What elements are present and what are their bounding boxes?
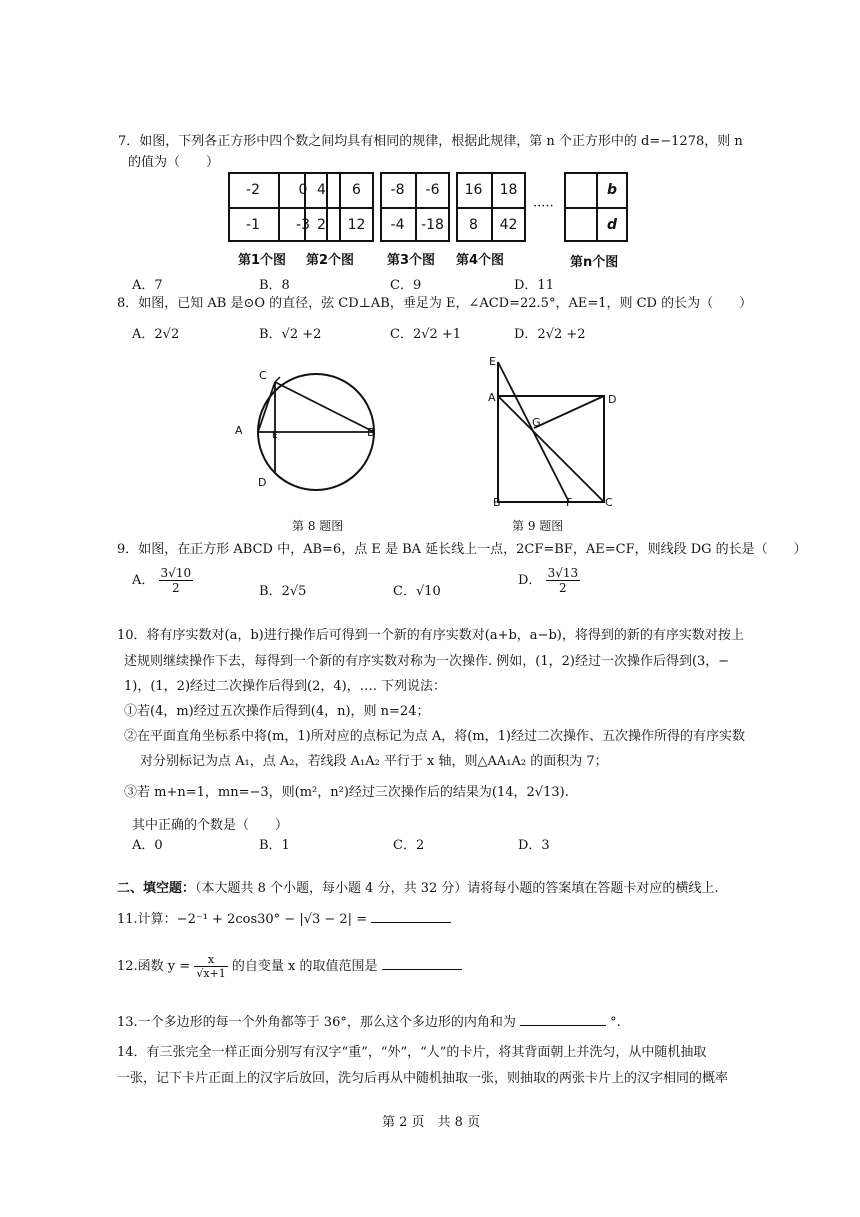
q9-option-c-value: √10: [415, 584, 441, 599]
q9-option-d-fraction: [546, 566, 581, 595]
q7-sq3-c: -4: [390, 216, 405, 233]
q8-option-d: D．2√2 +2: [514, 327, 586, 342]
q9-label-d: D: [608, 393, 617, 406]
q10-line2: 述规则继续操作下去，每得到一个新的有序实数对称为一次操作. 例如，(1，2)经过一次操作后得到(3，−: [124, 654, 730, 669]
q9-option-b-letter: B．: [259, 584, 282, 599]
q8-option-b: B．√2 +2: [259, 327, 322, 342]
q7-option-c: C．9: [390, 278, 422, 293]
q7-sq3-d: -18: [421, 216, 444, 233]
q7-sq4-d: 42: [499, 216, 518, 233]
q13-answer-blank[interactable]: [520, 1011, 606, 1026]
q8-caption: 第 8 题图: [292, 519, 344, 533]
q7-square-4: [456, 172, 526, 242]
q7-sq4-a: 16: [464, 181, 483, 198]
q8-option-a: A．2√2: [132, 327, 180, 342]
q8-label-e: E: [272, 431, 278, 441]
q7-sqn-c: [564, 207, 596, 242]
q11-answer-blank[interactable]: [371, 908, 451, 923]
q9-stem: 9．如图，在正方形 ABCD 中，AB=6，点 E 是 BA 延长线上一点，2CF=BF，AE=CF，则线段 DG 的长是（ ）: [117, 542, 807, 557]
q7-sq3-b: -6: [425, 181, 440, 198]
q7-ellipsis: ·····: [533, 199, 554, 214]
q9-option-d-num: 3√13: [547, 566, 579, 580]
q7-sqn-d: d: [606, 216, 618, 233]
q7-square-2: [304, 172, 374, 242]
q10-line1: 10．将有序实数对(a，b)进行操作后可得到一个新的有序实数对(a+b，a−b)，将得到的新的有序实数对按上: [117, 628, 744, 643]
q10-ask: 其中正确的个数是（ ）: [132, 818, 289, 833]
q10-statement-1: ①若(4，m)经过五次操作后得到(4，n)，则 n=24；: [124, 704, 430, 719]
q7-caption-1: 第1个图: [238, 253, 287, 268]
q12: [117, 953, 462, 980]
q9-option-a-num: 3√10: [160, 566, 192, 580]
q13: [117, 1011, 621, 1030]
section2-header: [117, 877, 719, 896]
q9-figure: [486, 350, 616, 510]
q7-option-d: D．11: [514, 278, 554, 293]
q7-option-b: B．8: [259, 278, 290, 293]
q7-sq1-b: 0: [298, 181, 308, 198]
q9-caption: 第 9 题图: [512, 519, 564, 533]
q7-sq1-d: -3: [296, 216, 310, 233]
q7-sq3-a: -8: [390, 181, 405, 198]
q11-text: 11.计算：−2⁻¹ + 2cos30° − |√3 − 2| =: [117, 912, 368, 927]
section2-desc: （本大题共 8 个小题，每小题 4 分，共 32 分）请将每小题的答案填在答题卡对应的横线上.: [195, 881, 719, 896]
q9-label-a: A: [488, 391, 496, 404]
q12-prefix: 12.函数 y =: [117, 959, 191, 974]
q9-label-f: F: [566, 496, 573, 509]
q7-option-a: A．7: [132, 278, 163, 293]
q7-square-n: [564, 172, 628, 242]
q12-denominator: √x+1: [196, 967, 226, 980]
q7-caption-2: 第2个图: [306, 253, 355, 268]
q9-option-a-den: 2: [171, 581, 180, 595]
q9-option-b: [259, 580, 306, 599]
q12-suffix: 的自变量 x 的取值范围是: [231, 959, 378, 974]
q7-sqn-a: [564, 172, 596, 207]
q7-square-3: [380, 172, 450, 242]
q8-label-d: D: [258, 476, 267, 489]
q8-option-c: C．2√2 +1: [390, 327, 462, 342]
q10-option-c: C．2: [393, 838, 425, 853]
q9-option-a: [132, 566, 193, 595]
q7-stem-line2: 的值为（ ）: [128, 155, 220, 170]
q7-sq2-c: 2: [317, 216, 326, 233]
q10-option-a: A．0: [132, 838, 163, 853]
q7-sqn-b: b: [606, 181, 618, 198]
q9-option-d-letter: D．: [518, 573, 542, 588]
q7-caption-4: 第4个图: [456, 253, 505, 268]
q9-label-b: B: [493, 496, 501, 509]
q12-answer-blank[interactable]: [382, 955, 462, 970]
q8-stem: 8．如图，已知 AB 是⊙O 的直径，弦 CD⊥AB，垂足为 E，∠ACD=22.5°，AE=1，则 CD 的长为（ ）: [117, 296, 753, 311]
q9-option-b-value: 2√5: [281, 584, 307, 599]
q9-option-a-letter: A．: [132, 573, 155, 588]
q8-figure: [228, 360, 388, 510]
q14-line1: 14．有三张完全一样正面分别写有汉字“重”，“外”，“人”的卡片，将其背面朝上并洗匀，从中随机抽取: [117, 1045, 707, 1060]
q10-line3: 1)，(1，2)经过二次操作后得到(2，4)，…. 下列说法：: [124, 679, 446, 694]
q7-sq1-c: -1: [246, 216, 260, 233]
q11: [117, 908, 451, 927]
q10-option-b: B．1: [259, 838, 290, 853]
q7-sq2-b: 6: [352, 181, 361, 198]
q9-option-d: [518, 566, 580, 595]
q7-sq4-c: 8: [469, 216, 478, 233]
q7-caption-3: 第3个图: [387, 253, 436, 268]
q12-fraction: [194, 953, 227, 980]
q9-label-e: E: [489, 355, 496, 368]
q10-statement-2a: ②在平面直角坐标系中将(m，1)所对应的点标记为点 A，将(m，1)经过二次操作、五次操作所得的有序实数: [124, 729, 746, 744]
q8-label-c: C: [259, 369, 267, 382]
q8-label-a: A: [235, 424, 243, 437]
q14-line2: 一张，记下卡片正面上的汉字后放回，洗匀后再从中随机抽取一张，则抽取的两张卡片上的汉字相同的概率: [117, 1071, 729, 1086]
q9-label-c: C: [605, 496, 613, 509]
q7-sq2-d: 12: [347, 216, 366, 233]
q10-statement-2b: 对分别标记为点 A₁，点 A₂，若线段 A₁A₂ 平行于 x 轴，则△AA₁A₂ 的面积为 7；: [140, 754, 608, 769]
q7-stem-line1: 7．如图，下列各正方形中四个数之间均具有相同的规律，根据此规律，第 n 个正方形中的 d=−1278，则 n: [118, 134, 743, 149]
q7-sq4-b: 18: [499, 181, 518, 198]
q10-statement-3: ③若 m+n=1，mn=−3，则(m²，n²)经过三次操作后的结果为(14，2√13).: [124, 785, 569, 800]
page-number: 第 2 页 共 8 页: [382, 1115, 481, 1130]
q9-label-g: G: [532, 416, 541, 429]
q9-option-c: [393, 580, 441, 599]
section2-title: 二、填空题：: [117, 881, 196, 896]
q9-option-c-letter: C．: [393, 584, 416, 599]
q13-unit: °.: [610, 1015, 621, 1030]
q12-numerator: x: [194, 953, 227, 967]
q7-caption-n: 第n个图: [570, 255, 619, 270]
q8-label-b: B: [367, 426, 375, 439]
q9-option-d-den: 2: [559, 581, 567, 595]
q10-option-d: D．3: [518, 838, 550, 853]
q7-sq2-a: 4: [317, 181, 326, 198]
q13-text: 13.一个多边形的每一个外角都等于 36°，那么这个多边形的内角和为: [117, 1015, 516, 1030]
q9-option-a-fraction: [159, 566, 194, 595]
q7-sq1-a: -2: [246, 181, 260, 198]
